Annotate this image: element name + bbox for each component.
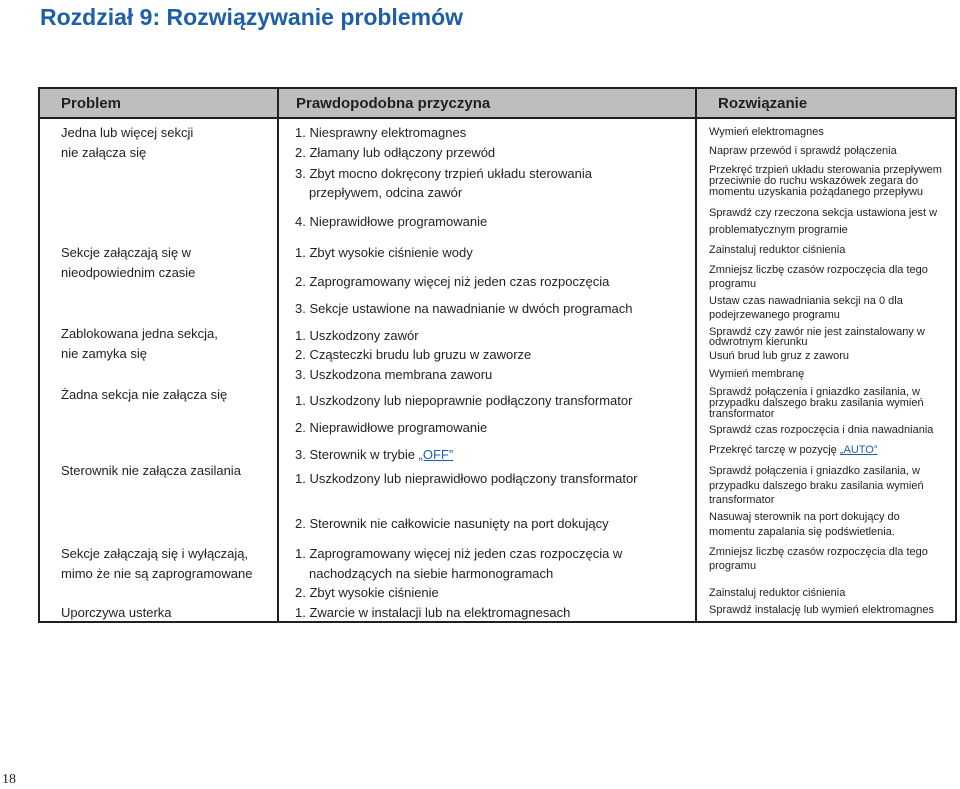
cause-text: 3. Sterownik w trybie [295, 447, 419, 462]
solution-text: Sprawdź czy zawór nie jest zainstalowany w [709, 326, 925, 338]
cause-text: 1. Zbyt wysokie ciśnienie wody [295, 245, 473, 260]
problem-text: nie załącza się [61, 145, 147, 160]
solution-text: momentu zapalania się podświetlenia. [709, 526, 895, 538]
cause-text: 3. Uszkodzona membrana zaworu [295, 367, 493, 382]
solution-text: Usuń brud lub gruz z zaworu [709, 350, 850, 362]
solution-text: transformator [709, 494, 775, 506]
cause-text: 1. Uszkodzony lub nieprawidłowo podłączony transformator [295, 471, 638, 486]
solution-text: programu [709, 278, 757, 290]
page-number: 18 [2, 772, 16, 787]
solution-text: Nasuwaj sterownik na port dokujący do [709, 511, 900, 523]
column-divider [695, 89, 697, 621]
problem-text: Uporczywa usterka [61, 605, 172, 620]
problem-text: Żadna sekcja nie załącza się [61, 387, 228, 402]
cause-text: 3. Zbyt mocno dokręcony trzpień układu sterowania [295, 166, 592, 181]
solution-text: przypadku dalszego braku zasilania wymień [709, 397, 924, 409]
cause-text: nachodzących na siebie harmonogramach [309, 566, 554, 581]
troubleshooting-table [38, 87, 957, 623]
solution-text: odwrotnym kierunku [709, 336, 808, 348]
cause-text: 3. Sekcje ustawione na nawadnianie w dwóch programach [295, 301, 633, 316]
solution-text: momentu uzyskania pożądanego przepływu [709, 186, 924, 198]
solution-text: Zainstaluj reduktor ciśnienia [709, 244, 846, 256]
solution-text: Ustaw czas nawadniania sekcji na 0 dla [709, 295, 903, 307]
cause-text: 2. Złamany lub odłączony przewód [295, 145, 496, 160]
solution-text: Sprawdź czy rzeczona sekcja ustawiona jest w [709, 207, 938, 219]
column-divider [277, 89, 279, 621]
solution-text: Zainstaluj reduktor ciśnienia [709, 587, 846, 599]
solution-text: transformator [709, 408, 775, 420]
header-solution: Rozwiązanie [718, 95, 808, 112]
problem-text: nieodpowiednim czasie [61, 265, 196, 280]
mode-label-off: „OFF” [418, 447, 454, 462]
solution-text: Wymień elektromagnes [709, 126, 824, 138]
problem-text: nie zamyka się [61, 346, 147, 361]
cause-text: 1. Uszkodzony lub niepoprawnie podłączony transformator [295, 393, 633, 408]
solution-text: Zmniejsz liczbę czasów rozpoczęcia dla tego [709, 264, 928, 276]
solution-text: Sprawdź instalację lub wymień elektromagnes [709, 604, 934, 616]
page-title: Rozdział 9: Rozwiązywanie problemów [40, 4, 464, 30]
cause-text: 2. Cząsteczki brudu lub gruzu w zaworze [295, 347, 532, 362]
cause-text: 2. Zaprogramowany więcej niż jeden czas rozpoczęcia [295, 274, 610, 289]
cause-text: 2. Nieprawidłowe programowanie [295, 420, 488, 435]
cause-text: 1. Zwarcie w instalacji lub na elektromagnesach [295, 605, 571, 620]
solution-text: programu [709, 560, 757, 572]
cause-text: przepływem, odcina zawór [309, 185, 463, 200]
solution-text: problematycznym programie [709, 224, 848, 236]
cause-text: 1. Zaprogramowany więcej niż jeden czas rozpoczęcia w [295, 546, 623, 561]
cause-text: 4. Nieprawidłowe programowanie [295, 214, 488, 229]
problem-text: Sekcje załączają się w [61, 245, 192, 260]
solution-text: Przekręć trzpień układu sterowania przepływem [709, 164, 942, 176]
solution-text: Sprawdź czas rozpoczęcia i dnia nawadniania [709, 424, 934, 436]
solution-text: przypadku dalszego braku zasilania wymień [709, 480, 924, 492]
problem-text: Sekcje załączają się i wyłączają, [61, 546, 249, 561]
solution-text: Napraw przewód i sprawdź połączenia [709, 145, 897, 157]
solution-text [709, 444, 878, 457]
solution-text: Zmniejsz liczbę czasów rozpoczęcia dla tego [709, 546, 928, 558]
problem-text: mimo że nie są zaprogramowane [61, 566, 253, 581]
solution-text: Przekręć tarczę w pozycję [709, 444, 840, 456]
cause-text [295, 447, 453, 462]
cause-text: 1. Niesprawny elektromagnes [295, 125, 467, 140]
cause-text: 2. Zbyt wysokie ciśnienie [295, 585, 439, 600]
cause-text: 2. Sterownik nie całkowicie nasunięty na port dokujący [295, 516, 609, 531]
solution-text: Sprawdź połączenia i gniazdko zasilania, w [709, 386, 920, 398]
table-header-row [40, 89, 955, 119]
solution-text: Wymień membranę [709, 368, 805, 380]
solution-text: Sprawdź połączenia i gniazdko zasilania, w [709, 465, 920, 477]
problem-text: Sterownik nie załącza zasilania [61, 463, 241, 478]
solution-text: przeciwnie do ruchu wskazówek zegara do [709, 175, 919, 187]
mode-label-auto: „AUTO” [839, 444, 878, 456]
problem-text: Zablokowana jedna sekcja, [61, 326, 218, 341]
cause-text: 1. Uszkodzony zawór [295, 328, 419, 343]
header-problem: Problem [61, 95, 122, 112]
header-cause: Prawdopodobna przyczyna [296, 95, 491, 112]
problem-text: Jedna lub więcej sekcji [61, 125, 194, 140]
solution-text: podejrzewanego programu [709, 309, 840, 321]
